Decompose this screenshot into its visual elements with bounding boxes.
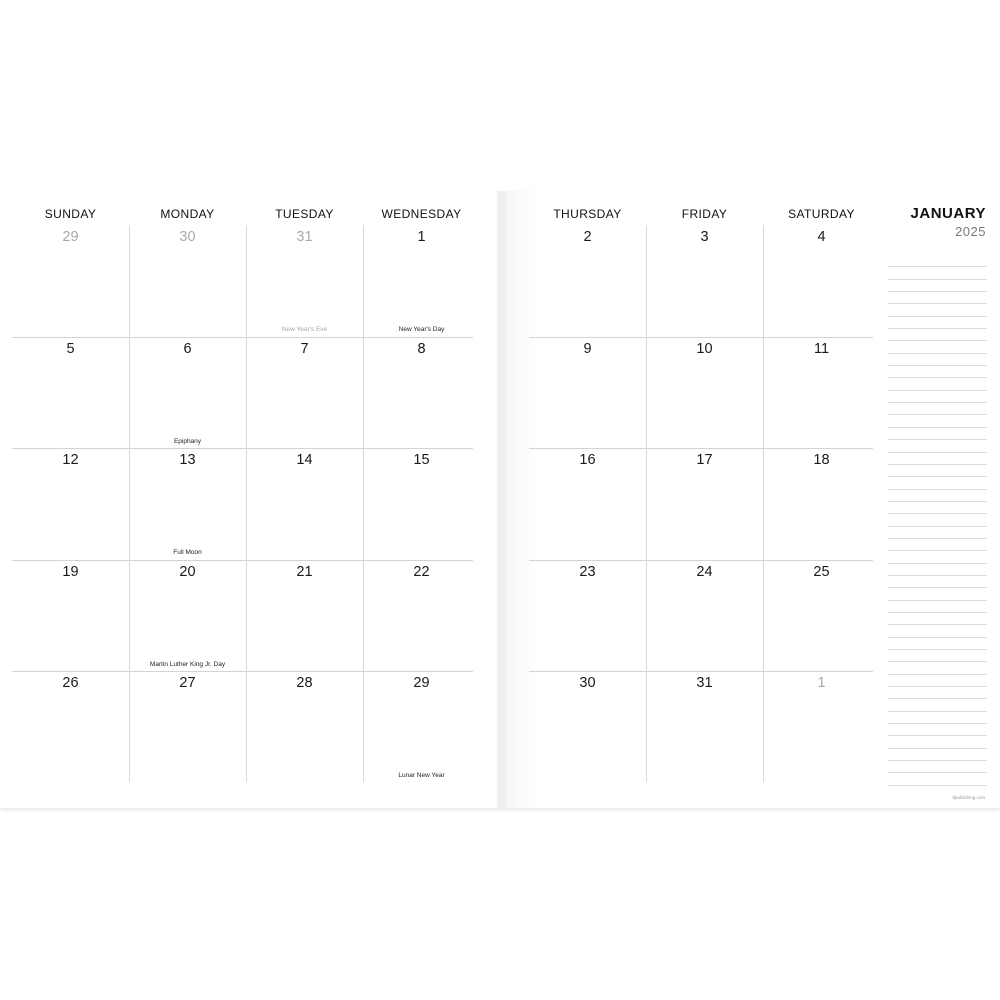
- day-number: 31: [296, 229, 313, 245]
- day-cell[interactable]: [529, 671, 646, 782]
- day-cell[interactable]: [246, 448, 363, 559]
- day-number: 31: [696, 675, 713, 691]
- weekday-header: FRIDAY: [681, 207, 728, 221]
- day-cell[interactable]: [12, 337, 129, 448]
- weekday-header: TUESDAY: [275, 207, 334, 221]
- note-line[interactable]: [888, 403, 987, 415]
- note-line[interactable]: [888, 527, 987, 539]
- note-line[interactable]: [888, 551, 987, 563]
- day-cell[interactable]: [246, 671, 363, 782]
- note-line[interactable]: [888, 625, 987, 637]
- day-number: 2: [583, 229, 592, 245]
- day-cell[interactable]: [363, 671, 480, 782]
- day-number: 9: [583, 340, 592, 357]
- day-cell[interactable]: [529, 225, 646, 336]
- day-cell[interactable]: [246, 560, 363, 671]
- note-line[interactable]: [888, 477, 987, 489]
- month-title: JANUARY: [910, 205, 986, 222]
- day-number: 30: [179, 229, 196, 245]
- day-cell[interactable]: [763, 225, 880, 336]
- note-line[interactable]: [888, 329, 987, 341]
- note-line[interactable]: [888, 749, 987, 761]
- note-line[interactable]: [888, 514, 987, 526]
- weekday-header: MONDAY: [160, 207, 215, 221]
- note-line[interactable]: [888, 736, 987, 748]
- day-number: 14: [296, 452, 313, 468]
- day-number: 8: [417, 340, 426, 357]
- day-number: 28: [296, 675, 313, 691]
- day-number: 29: [62, 229, 79, 245]
- day-cell[interactable]: [646, 225, 763, 336]
- day-number: 26: [62, 675, 79, 691]
- holiday-label: Martin Luther King Jr. Day: [149, 660, 226, 668]
- day-number: 23: [579, 563, 596, 580]
- day-cell[interactable]: [646, 560, 763, 671]
- note-line[interactable]: [888, 588, 987, 600]
- note-line[interactable]: [888, 662, 987, 674]
- right-page: [500, 191, 1000, 808]
- note-line[interactable]: [888, 773, 987, 785]
- day-cell[interactable]: [763, 448, 880, 559]
- day-number: 25: [813, 563, 830, 580]
- note-line[interactable]: [888, 613, 987, 625]
- day-cell[interactable]: [129, 671, 246, 782]
- day-number: 15: [413, 452, 430, 468]
- day-cell[interactable]: [12, 671, 129, 782]
- note-line[interactable]: [888, 502, 987, 514]
- holiday-label: Lunar New Year: [398, 772, 445, 779]
- day-cell[interactable]: [363, 448, 480, 559]
- day-cell[interactable]: [646, 448, 763, 559]
- note-line[interactable]: [888, 687, 987, 699]
- day-number: 13: [179, 452, 196, 468]
- note-line[interactable]: [888, 699, 987, 711]
- day-cell[interactable]: [129, 560, 246, 671]
- day-number: 17: [696, 452, 713, 468]
- note-line[interactable]: [888, 761, 987, 773]
- note-line[interactable]: [888, 280, 987, 292]
- year-title: 2025: [955, 224, 986, 239]
- day-number: 1: [417, 229, 426, 245]
- day-number: 5: [66, 340, 75, 357]
- day-number: 27: [179, 675, 196, 691]
- note-line[interactable]: [888, 601, 987, 613]
- day-number: 12: [62, 452, 79, 468]
- note-line[interactable]: [888, 712, 987, 724]
- day-number: 6: [183, 340, 192, 357]
- day-cell[interactable]: [529, 337, 646, 448]
- note-line[interactable]: [888, 638, 987, 650]
- day-number: 11: [813, 340, 830, 357]
- day-number: 7: [300, 340, 309, 357]
- note-line[interactable]: [888, 391, 987, 403]
- weekday-header: THURSDAY: [553, 207, 622, 221]
- note-line[interactable]: [888, 428, 987, 440]
- note-line[interactable]: [888, 539, 987, 551]
- holiday-label: Epiphany: [173, 437, 202, 445]
- day-number: 19: [62, 563, 79, 580]
- day-cell[interactable]: [363, 337, 480, 448]
- note-line[interactable]: [888, 490, 987, 502]
- day-cell[interactable]: [246, 225, 363, 336]
- weekday-header: WEDNESDAY: [381, 207, 462, 221]
- day-number: 4: [817, 229, 826, 245]
- holiday-label: New Year's Eve: [281, 326, 328, 333]
- weekday-header: SATURDAY: [788, 207, 855, 221]
- day-cell[interactable]: [763, 337, 880, 448]
- day-number: 10: [696, 340, 713, 357]
- day-cell[interactable]: [529, 448, 646, 559]
- note-line[interactable]: [888, 292, 987, 304]
- day-number: 24: [696, 563, 713, 580]
- day-cell[interactable]: [646, 671, 763, 782]
- day-number: 1: [817, 675, 826, 691]
- note-line[interactable]: [888, 341, 987, 353]
- day-cell[interactable]: [529, 560, 646, 671]
- note-line[interactable]: [888, 354, 987, 366]
- note-line[interactable]: [888, 724, 987, 736]
- day-cell[interactable]: [646, 337, 763, 448]
- day-cell[interactable]: [129, 337, 246, 448]
- note-line[interactable]: [888, 304, 987, 316]
- note-line[interactable]: [888, 366, 987, 378]
- day-number: 18: [813, 452, 830, 468]
- notes-lines: [888, 255, 987, 786]
- day-cell[interactable]: [763, 560, 880, 671]
- day-cell[interactable]: [12, 448, 129, 559]
- day-cell[interactable]: [763, 671, 880, 782]
- day-number: 3: [700, 229, 709, 245]
- note-line[interactable]: [888, 576, 987, 588]
- publisher-footer: tfpublishing.com: [952, 795, 985, 800]
- day-number: 16: [579, 452, 596, 468]
- note-line[interactable]: [888, 267, 987, 279]
- note-line[interactable]: [888, 650, 987, 662]
- note-line[interactable]: [888, 317, 987, 329]
- day-cell[interactable]: [363, 225, 480, 336]
- note-line[interactable]: [888, 465, 987, 477]
- day-number: 22: [413, 563, 430, 580]
- holiday-label: Full Moon: [173, 549, 202, 556]
- note-line[interactable]: [888, 415, 987, 427]
- note-line[interactable]: [888, 378, 987, 390]
- day-cell[interactable]: [12, 560, 129, 671]
- day-number: 29: [413, 675, 430, 691]
- day-number: 20: [179, 563, 196, 580]
- left-page: [0, 191, 500, 808]
- note-line[interactable]: [888, 255, 987, 267]
- day-cell[interactable]: [246, 337, 363, 448]
- note-line[interactable]: [888, 564, 987, 576]
- day-number: 21: [296, 563, 313, 580]
- note-line[interactable]: [888, 675, 987, 687]
- day-cell[interactable]: [129, 448, 246, 559]
- day-cell[interactable]: [12, 225, 129, 336]
- day-cell[interactable]: [363, 560, 480, 671]
- weekday-header: SUNDAY: [44, 207, 97, 221]
- holiday-label: New Year's Day: [398, 326, 445, 333]
- day-cell[interactable]: [129, 225, 246, 336]
- note-line[interactable]: [888, 453, 987, 465]
- note-line[interactable]: [888, 440, 987, 452]
- day-number: 30: [579, 675, 596, 691]
